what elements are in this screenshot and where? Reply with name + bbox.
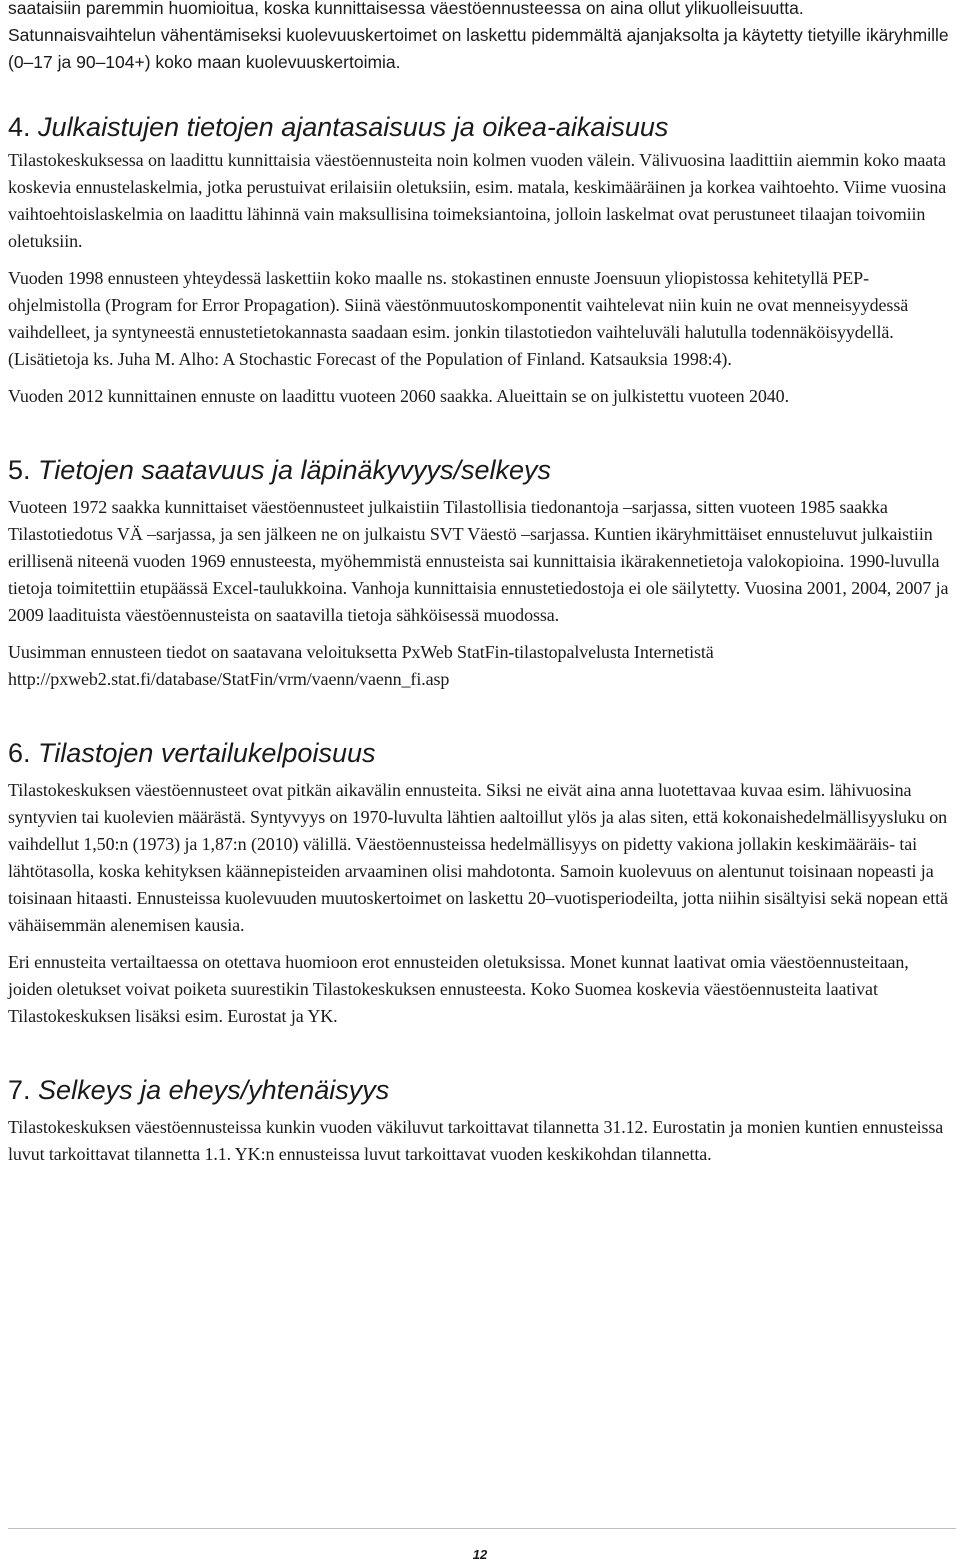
section-6-heading [8,737,956,769]
section-6-paragraph-1: Tilastokeskuksen väestöennusteet ovat pitkän aikavälin ennusteita. Siksi ne eivät aina anna luotettavaa kuvaa esim. lähivuosina syntyvien tai kuolevien määrästä. Syntyvyys on 1970-luvulta lähtien aaltoillut ylös ja alas siten, että kokonaishedelmällisyysluku on vaihdellut 1,50:n (1973) ja 1,87:n (2010) välillä. Väestöennusteissa hedelmällisyys on pidetty vakiona jollakin keskimääräis- tai lähtötasolla, koska kehityksen käännepisteiden arvaaminen olisi mahdotonta. Samoin kuolevuus on alentunut toisinaan nopeasti ja toisinaan hitaasti. Ennusteissa kuolevuuden muutoskertoimet on laskettu 20–vuotisperiodeilta, jotta niihin sisältyisi sekä nopean että vähäisemmän alenemisen kausia. [8,780,948,935]
section-7-paragraph-1: Tilastokeskuksen väestöennusteissa kunkin vuoden väkiluvut tarkoittavat tilannetta 31.12. Eurostatin ja monien kuntien ennusteissa luvut tarkoittavat tilannetta 1.1. YK:n ennusteissa luvut tarkoittavat vuoden keskikohdan tilannetta. [8,1117,944,1164]
section-7-heading [8,1074,956,1106]
section-5-paragraph-2: Uusimman ennusteen tiedot on saatavana veloituksetta PxWeb StatFin-tilastopalvelusta Internetistä http://pxweb2.stat.fi/database/StatFin/vrm/vaenn/vaenn_fi.asp [8,642,714,689]
section-5-number: 5. [8,455,31,485]
section-6-paragraph-2: Eri ennusteita vertailtaessa on otettava huomioon erot ennusteiden oletuksissa. Monet kunnat laativat omia väestöennusteitaan, joiden oletukset voivat poiketa suurestikin Tilastokeskuksen ennusteesta. Koko Suomea koskevia väestöennusteita laativat Tilastokeskuksen lisäksi esim. Eurostat ja YK. [8,952,909,1026]
section-4-number: 4. [8,112,31,142]
section-4-heading [8,111,956,143]
section-5-heading [8,454,956,486]
section-7-number: 7. [8,1075,31,1105]
section-4-paragraph-1: Tilastokeskuksessa on laadittu kunnittaisia väestöennusteita noin kolmen vuoden välein. Välivuosina laadittiin aiemmin koko maata koskevia ennustelaskelmia, jotka perustuivat erilaisiin oletuksiin, esim. matala, keskimääräinen ja korkea vaihtoehto. Viime vuosina vaihtoehtoislaskelmia on laadittu lähinnä vain maksullisina toimeksiantoina, jolloin laskelmat ovat perustuneet tilaajan toivomiin oletuksiin. [8,150,947,251]
section-4-title: Julkaistujen tietojen ajantasaisuus ja oikea-aikaisuus [38,112,669,142]
section-4-paragraph-3: Vuoden 2012 kunnittainen ennuste on laadittu vuoteen 2060 saakka. Alueittain se on julkistettu vuoteen 2040. [8,386,789,406]
section-5-paragraph-1: Vuoteen 1972 saakka kunnittaiset väestöennusteet julkaistiin Tilastollisia tiedonantoja –sarjassa, sitten vuoteen 1985 saakka Tilastotiedotus VÄ –sarjassa, ja sen jälkeen ne on julkaistu SVT Väestö –sarjassa. Kuntien ikäryhmittäiset ennusteluvut julkaistiin erillisenä niteenä vuoden 1969 ennusteesta, myöhemmistä ennusteista sai kunnittaisia ikärakennetietoja valokopioina. 1990-luvulla tietoja toimitettiin etupäässä Excel-taulukkoina. Vanhoja kunnittaisia ennustetiedostoja ei ole säilytetty. Vuosina 2001, 2004, 2007 ja 2009 laadituista väestöennusteista on saatavilla tietoja sähköisessä muodossa. [8,497,949,625]
document-page [8,0,956,1168]
section-6-number: 6. [8,738,31,768]
page-number: 12 [472,1547,488,1562]
intro-paragraph: saataisiin paremmin huomioitua, koska kunnittaisessa väestöennusteessa on aina ollut ylikuolleisuutta. Satunnaisvaihtelun vähentämiseksi kuolevuuskertoimet on laskettu pidemmältä ajanjaksolta ja käytetty tietyille ikäryhmille (0–17 ja 90–104+) koko maan kuolevuuskertoimia. [8,0,949,72]
section-5-title: Tietojen saatavuus ja läpinäkyvyys/selkeys [38,455,552,485]
section-6-title: Tilastojen vertailukelpoisuus [38,738,376,768]
footer-divider [8,1528,956,1529]
section-7-title: Selkeys ja eheys/yhtenäisyys [38,1075,390,1105]
section-4-paragraph-2: Vuoden 1998 ennusteen yhteydessä laskettiin koko maalle ns. stokastinen ennuste Joensuun yliopistossa kehitetyllä PEP-ohjelmistolla (Program for Error Propagation). Siinä väestönmuutoskomponentit vaihtelevat niin kuin ne ovat menneisyydessä vaihdelleet, ja syntyneestä ennustetietokannasta saadaan esim. jonkin tilastotiedon vaihteluväli halutulla todennäköisyydellä. (Lisätietoja ks. Juha M. Alho: A Stochastic Forecast of the Population of Finland. Katsauksia 1998:4). [8,268,909,369]
